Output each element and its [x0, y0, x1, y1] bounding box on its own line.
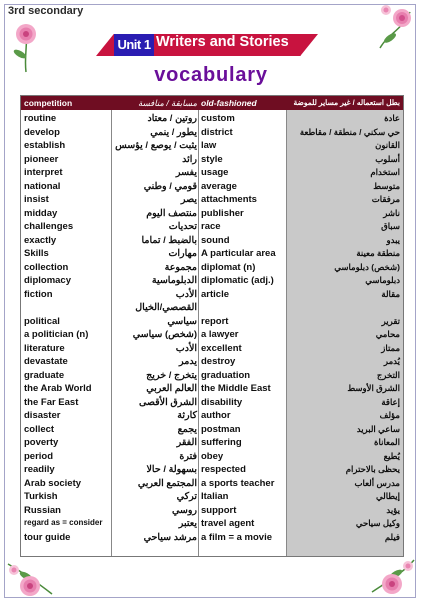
word: diplomacy [24, 275, 71, 286]
word-meaning: يبدو [386, 234, 400, 245]
word: district [201, 126, 233, 138]
word-meaning: متوسط [373, 180, 400, 191]
header-col4: بطل استعماله / غير مساير للموضة [293, 98, 400, 107]
word: collection [24, 261, 69, 273]
word-meaning: بالضبط / تماما [141, 234, 197, 246]
word: political [24, 315, 60, 327]
flower-decoration-top-right [372, 0, 420, 52]
word: law [201, 140, 217, 151]
word-meaning: الأدب [175, 342, 197, 354]
word-meaning: فترة [179, 450, 197, 462]
word: a lawyer [201, 329, 239, 340]
word: devastate [24, 356, 68, 367]
word: Skills [24, 248, 49, 259]
word-meaning: عادة [384, 113, 400, 123]
table-row [21, 127, 403, 140]
table-row [21, 221, 403, 234]
word-meaning: (شخص) دبلوماسي [334, 261, 400, 272]
word-meaning: الدبلوماسية [151, 275, 197, 286]
flower-decoration-bottom-right [364, 552, 418, 600]
word: race [201, 221, 221, 232]
word: publisher [201, 207, 244, 219]
word: disaster [24, 410, 61, 421]
word-meaning: (شخص) سياسي [132, 329, 197, 340]
word: regard as = consider [24, 518, 103, 527]
word: Arab society [24, 477, 82, 489]
word: diplomat (n) [201, 261, 256, 273]
word: custom [201, 113, 235, 124]
word: readily [24, 464, 55, 475]
word: midday [24, 207, 58, 219]
table-row [21, 262, 403, 275]
word: poverty [24, 437, 59, 448]
vocabulary-table [20, 95, 404, 557]
grade-label: 3rd secondary [8, 5, 84, 17]
word-meaning: الأدب [175, 288, 197, 300]
word-meaning: إيطالي [376, 491, 400, 501]
word-meaning: روتين / معتاد [147, 113, 197, 124]
word-meaning: مقالة [381, 288, 400, 299]
word-meaning: أسلوب [375, 153, 400, 164]
word-meaning: فيلم [384, 531, 400, 542]
table-row [21, 518, 403, 531]
table-row [21, 383, 403, 396]
word: challenges [24, 221, 74, 232]
word-meaning: تقرير [381, 315, 400, 326]
word-meaning: دبلوماسي [365, 275, 400, 285]
word: pioneer [24, 153, 59, 165]
word: fiction [24, 288, 53, 300]
table-row [21, 316, 403, 329]
table-row [21, 397, 403, 410]
word-meaning: تحديات [168, 221, 197, 232]
word: tour guide [24, 531, 71, 543]
word: literature [24, 342, 65, 354]
word: postman [201, 423, 241, 435]
word: disability [201, 396, 243, 408]
word: obey [201, 450, 224, 462]
word-meaning: مدرس ألعاب [354, 477, 400, 488]
word-meaning: وكيل سياحي [355, 518, 400, 528]
word: average [201, 180, 237, 192]
flower-decoration-bottom-left [4, 554, 58, 600]
word: report [201, 315, 229, 327]
word-meaning: محامي [375, 329, 400, 339]
word: the Far East [24, 396, 79, 408]
word-meaning: مرشد سياحي [143, 531, 197, 543]
word-meaning: الشرق الأقصى [138, 396, 197, 408]
word: article [201, 288, 229, 300]
table-row [21, 424, 403, 437]
table-row [21, 343, 403, 356]
table-row [21, 437, 403, 450]
word: establish [24, 140, 66, 151]
table-row [21, 181, 403, 194]
word-meaning: العالم العربي [146, 383, 197, 394]
word-meaning: إعاقة [381, 396, 400, 407]
word-meaning: الفقر [176, 437, 197, 448]
word-meaning: كارثة [177, 410, 197, 421]
word-meaning: يعتبر [178, 518, 197, 529]
word-meaning: يفسر [175, 167, 197, 178]
word-meaning: يحظى بالاحترام [345, 464, 400, 474]
table-row [21, 451, 403, 464]
word-meaning: مؤلف [379, 410, 400, 420]
word: national [24, 180, 61, 192]
word-meaning: منتصف اليوم [146, 207, 197, 219]
table-row [21, 167, 403, 180]
word: author [201, 410, 231, 421]
word: the Middle East [201, 383, 271, 394]
word-meaning: القانون [375, 140, 400, 150]
table-row [21, 505, 403, 518]
word: support [201, 504, 237, 516]
word-meaning: سياسي [167, 315, 197, 327]
table-row [21, 478, 403, 491]
table-row [21, 208, 403, 221]
word: collect [24, 423, 55, 435]
table-row [21, 289, 403, 302]
word: A particular area [201, 248, 276, 259]
table-row [21, 410, 403, 423]
word-meaning: يتخرج / خريج [146, 369, 197, 381]
word-meaning: قومي / وطني [143, 180, 197, 192]
table-row [21, 248, 403, 261]
table-row [21, 235, 403, 248]
word-meaning: يؤيد [386, 504, 400, 515]
word: the Arab World [24, 383, 92, 394]
word: routine [24, 113, 57, 124]
table-row [21, 491, 403, 504]
word: usage [201, 167, 229, 178]
word: excellent [201, 342, 242, 354]
table-row [21, 370, 403, 383]
word-meaning: يدمر [179, 356, 197, 367]
word-meaning: يجمع [177, 423, 197, 435]
table-row [21, 275, 403, 288]
word: insist [24, 194, 49, 205]
table-row [21, 194, 403, 207]
header-col1: competition [24, 98, 73, 108]
header-col3: old-fashioned [201, 98, 257, 108]
word: Italian [201, 491, 229, 502]
word: exactly [24, 234, 57, 246]
word-meaning: الشرق الأوسط [347, 383, 400, 393]
word-meaning: حي سكني / منطقة / مقاطعة [299, 126, 400, 137]
word-meaning: مهارات [168, 248, 197, 259]
word-meaning: ممتاز [381, 342, 400, 353]
word: a sports teacher [201, 477, 275, 489]
word: style [201, 153, 223, 165]
word: destroy [201, 356, 236, 367]
word: Turkish [24, 491, 58, 502]
word: develop [24, 126, 60, 138]
word-meaning: مرفقات [371, 194, 400, 204]
header-col2: مسابقة / منافسة [138, 98, 197, 108]
table-row [21, 113, 403, 126]
word-meaning: يثبت / يوصع / يؤسس [115, 140, 197, 151]
word-meaning: التخرج [376, 369, 400, 380]
word: travel agent [201, 518, 255, 529]
table-header [21, 96, 403, 110]
word: period [24, 450, 54, 462]
word-meaning: رائد [182, 153, 197, 165]
word: Russian [24, 504, 61, 516]
word-meaning: ناشر [383, 207, 400, 218]
unit-title: Writers and Stories [156, 34, 289, 50]
word: interpret [24, 167, 63, 178]
word-meaning: سباق [381, 221, 400, 231]
word-meaning: ساعي البريد [356, 423, 400, 434]
word: a film = a movie [201, 531, 273, 543]
word-meaning: المجتمع العربي [137, 477, 197, 489]
unit-label: Unit 1 [114, 34, 154, 56]
table-row [21, 464, 403, 477]
word-meaning: المعاناة [374, 437, 400, 447]
word-meaning: تركي [176, 491, 197, 502]
word: graduate [24, 369, 65, 381]
section-title: vocabulary [154, 64, 268, 86]
word: diplomatic (adj.) [201, 275, 274, 286]
word-meaning: بسهولة / حالا [146, 464, 197, 475]
word: respected [201, 464, 246, 475]
table-row [21, 532, 403, 545]
word: a politician (n) [24, 329, 89, 340]
word-meaning: استخدام [370, 167, 400, 177]
word-meaning: يصر [180, 194, 197, 205]
word-meaning: يطور / ينمي [150, 126, 197, 138]
word: suffering [201, 437, 242, 448]
table-row [21, 154, 403, 167]
table-row [21, 329, 403, 342]
word-meaning: روسي [171, 504, 197, 516]
table-row [21, 356, 403, 369]
word-meaning: مجموعة [164, 261, 197, 273]
word: attachments [201, 194, 257, 205]
table-row [21, 302, 403, 315]
word: sound [201, 234, 230, 246]
word-meaning: يُدمر [383, 356, 400, 366]
word-meaning: القصصي/الخيال [135, 302, 197, 313]
word: graduation [201, 369, 251, 381]
word-meaning: يُطيع [383, 450, 400, 461]
word-meaning: منطقة معينة [356, 248, 400, 258]
table-row [21, 140, 403, 153]
